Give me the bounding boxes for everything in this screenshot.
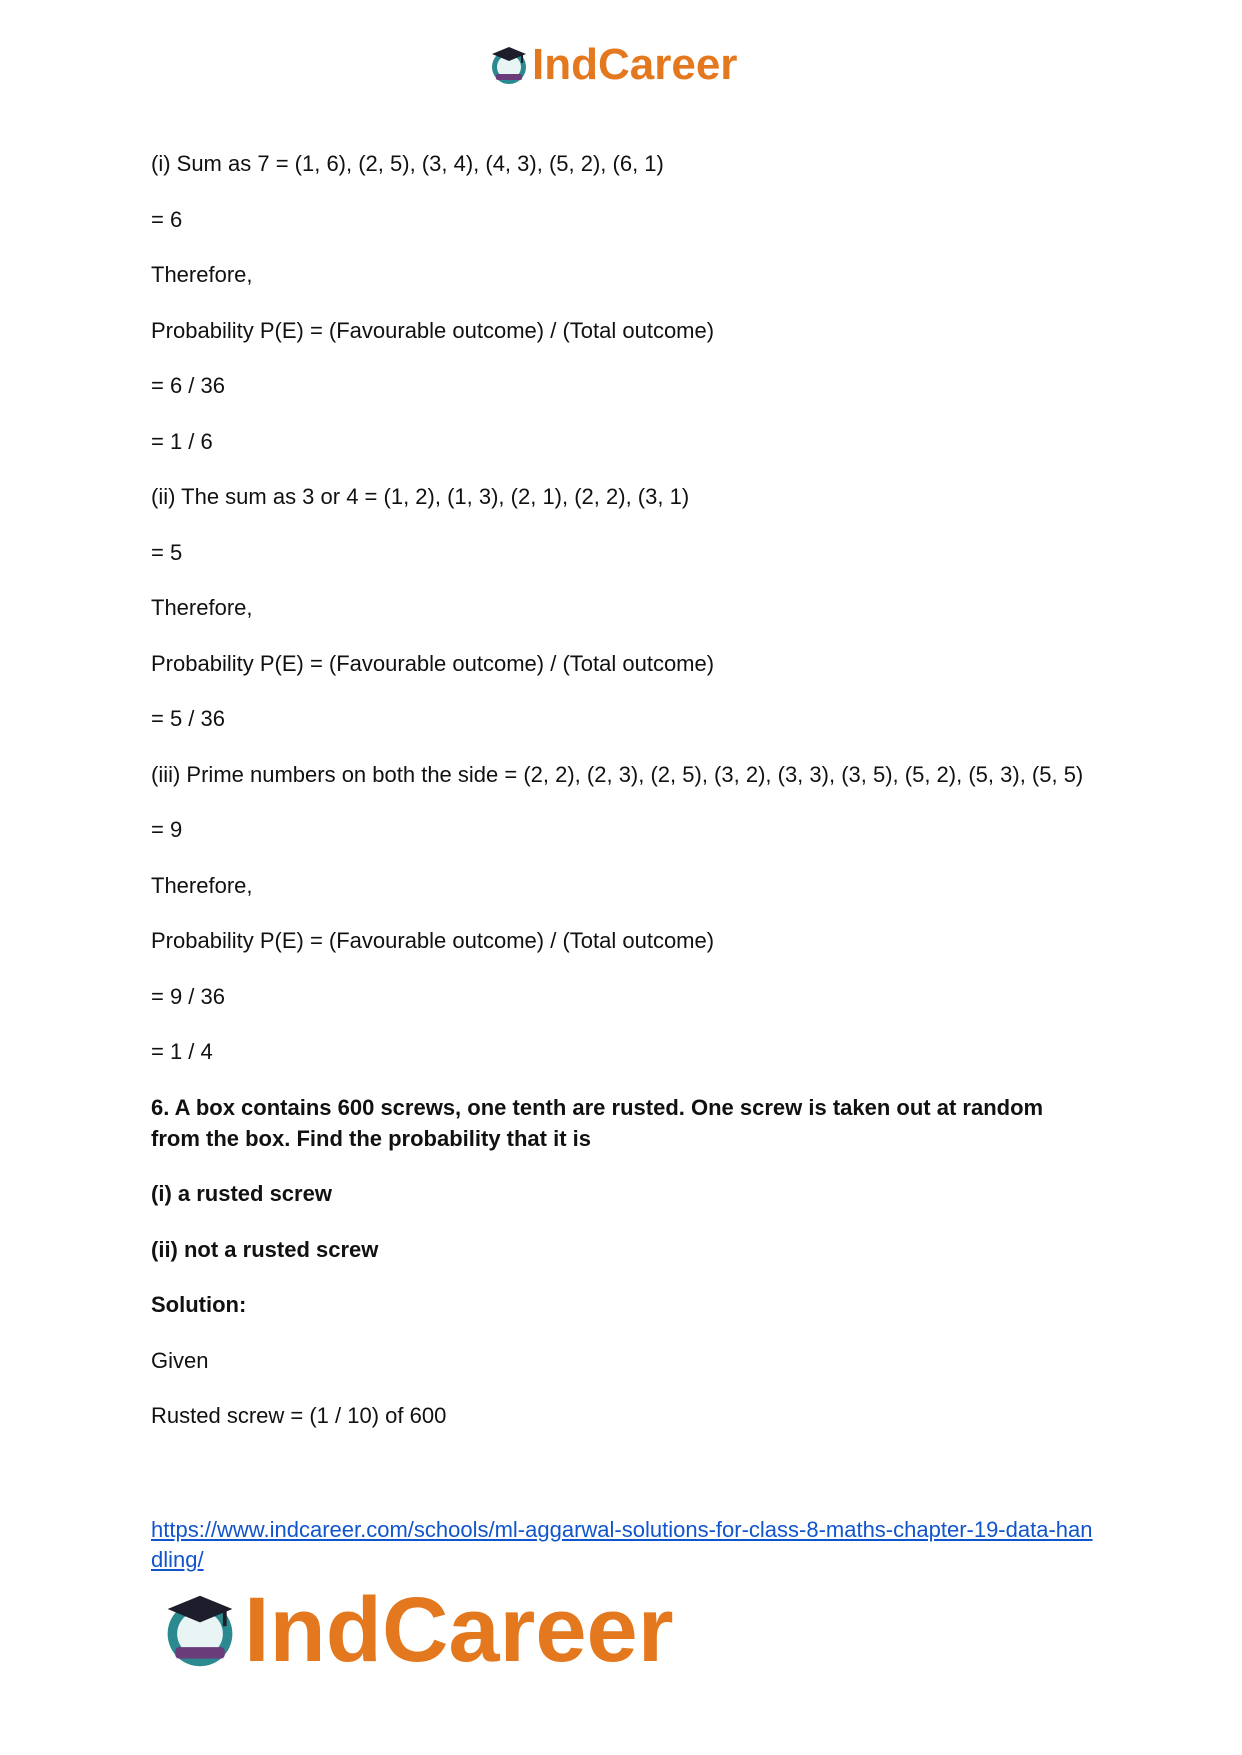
globe-graduation-cap-icon: [488, 44, 530, 86]
solution-line: = 1 / 6: [151, 428, 213, 454]
footer-url-link[interactable]: https://www.indcareer.com/schools/ml-aggarwal-solutions-for-class-8-maths-chapter-19-data-handling/: [151, 1517, 1093, 1572]
solution-line: = 9 / 36: [151, 983, 226, 1009]
solution-line: Therefore,: [151, 872, 253, 898]
document-body: [151, 148, 1096, 1456]
solution-line: = 9: [151, 817, 183, 842]
solution-line: (i) Sum as 7 = (1, 6), (2, 5), (3, 4), (4, 3), (5, 2), (6, 1): [151, 151, 664, 176]
solution-line: Probability P(E) = (Favourable outcome) / (Total outcome): [151, 650, 715, 676]
solution-line: (iii) Prime numbers on both the side = (2, 2), (2, 3), (2, 5), (3, 2), (3, 3), (3, 5), (5, 2), (5, 3), (5, 5): [151, 761, 1084, 787]
solution-line: = 5: [151, 539, 183, 565]
solution-line: Probability P(E) = (Favourable outcome) / (Total outcome): [151, 928, 715, 953]
logo-text: IndCareer: [244, 1579, 674, 1681]
solution-line: Therefore,: [151, 262, 253, 287]
question-text: Solution:: [151, 1292, 247, 1317]
solution-line: Given: [151, 1347, 209, 1373]
logo-text: IndCareer: [532, 40, 738, 89]
question-text: (ii) not a rusted screw: [151, 1236, 379, 1262]
indcareer-logo-header: [488, 40, 737, 90]
question-text: (i) a rusted screw: [151, 1181, 332, 1206]
globe-graduation-cap-icon: [160, 1590, 240, 1670]
solution-line: = 5 / 36: [151, 706, 226, 731]
solution-line: Rusted screw = (1 / 10) of 600: [151, 1403, 447, 1428]
solution-line: = 6: [151, 206, 183, 232]
solution-line: Therefore,: [151, 595, 253, 620]
indcareer-logo-footer: [160, 1580, 674, 1680]
solution-line: = 6 / 36: [151, 373, 226, 398]
question-text: 6. A box contains 600 screws, one tenth are rusted. One screw is taken out at random from the box. Find the probability that it is: [151, 1094, 1044, 1151]
solution-line: (ii) The sum as 3 or 4 = (1, 2), (1, 3), (2, 1), (2, 2), (3, 1): [151, 484, 690, 509]
solution-line: Probability P(E) = (Favourable outcome) / (Total outcome): [151, 317, 715, 343]
solution-line: = 1 / 4: [151, 1039, 213, 1064]
